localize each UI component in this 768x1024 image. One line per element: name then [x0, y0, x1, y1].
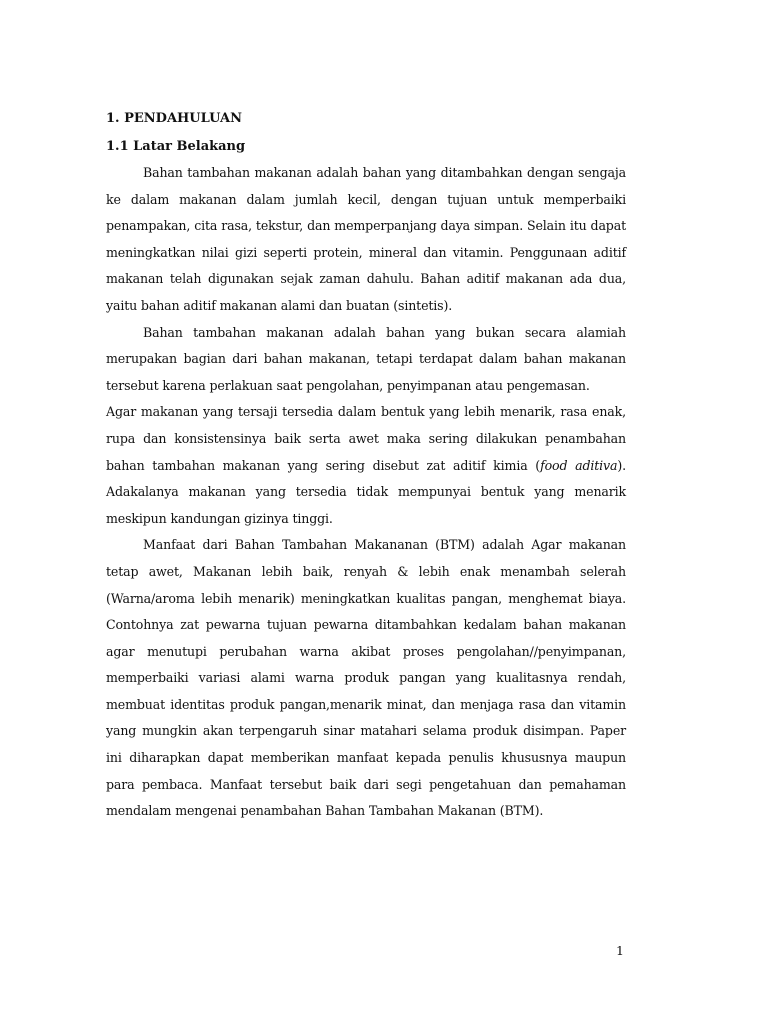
paragraph-3 [106, 399, 626, 532]
page-content [106, 108, 626, 825]
paragraph-2: Bahan tambahan makanan adalah bahan yang bukan secara alamiah merupakan bagian dari bahan makanan, tetapi terdapat dalam bahan makanan tersebut karena perlakuan saat pengolahan, penyimpanan atau pengemasan. [106, 324, 626, 393]
paragraph-4: Manfaat dari Bahan Tambahan Makananan (BTM) adalah Agar makanan tetap awet, Makanan lebih baik, renyah & lebih enak menambah selerah (Warna/aroma lebih menarik) meningkatkan kualitas pangan, menghemat biaya. Contohnya zat pewarna tujuan pewarna ditambahkan kedalam bahan makanan agar menutupi perubahan warna akibat proses pengolahan//penyimpanan, memperbaiki variasi alami warna produk pangan yang kualitasnya rendah, membuat identitas produk pangan,menarik minat, dan menjaga rasa dan vitamin yang mungkin akan terpengaruh sinar matahari selama produk disimpan. Paper ini diharapkan dapat memberikan manfaat kepada penulis khususnya maupun para pembaca. Manfaat tersebut baik dari segi pengetahuan dan pemahaman mendalam mengenai penambahan Bahan Tambahan Makanan (BTM). [106, 537, 626, 819]
paragraph-3-text-after: ). Adakalanya makanan yang tersedia tidak mempunyai bentuk yang menarik meskipun kandungan gizinya tinggi. [106, 457, 626, 526]
page-number: 1 [616, 943, 624, 958]
paragraph-3-italic-term: food aditiva [540, 457, 618, 473]
section-heading: 1. PENDAHULUAN [106, 111, 242, 126]
paragraph-3-text-before: Agar makanan yang tersaji tersedia dalam bentuk yang lebih menarik, rasa enak, rupa dan konsistensinya baik serta awet maka sering dilakukan penambahan bahan tambahan makanan yang sering disebut zat aditif kimia ( [106, 404, 626, 473]
subsection-heading: 1.1 Latar Belakang [106, 139, 246, 154]
paragraph-1: Bahan tambahan makanan adalah bahan yang ditambahkan dengan sengaja ke dalam makanan dalam jumlah kecil, dengan tujuan untuk memperbaiki penampakan, cita rasa, tekstur, dan memperpanjang daya simpan. Selain itu dapat meningkatkan nilai gizi seperti protein, mineral dan vitamin. Penggunaan aditif makanan telah digunakan sejak zaman dahulu. Bahan aditif makanan ada dua, yaitu bahan aditif makanan alami dan buatan (sintetis). [106, 165, 626, 313]
